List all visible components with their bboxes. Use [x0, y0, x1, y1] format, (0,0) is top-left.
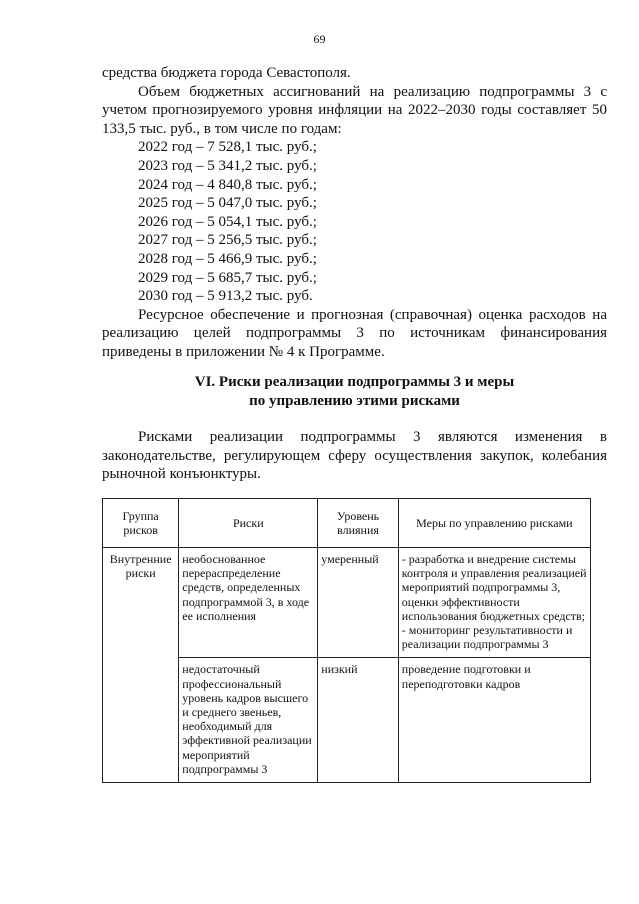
- section-title: [102, 373, 607, 411]
- measures-cell: проведение подготовки и переподготовки кадров: [398, 658, 590, 783]
- page-number: 69: [313, 32, 326, 46]
- section-title-line: VI. Риски реализации подпрограммы 3 и меры: [194, 374, 515, 390]
- intro-line: средства бюджета города Севастополя.: [102, 65, 351, 81]
- header-level: Уровень влияния: [318, 499, 399, 548]
- risk-group-cell: Внутренние риски: [103, 548, 179, 783]
- year-item: 2030 год – 5 913,2 тыс. руб.: [138, 288, 313, 305]
- year-allocation-list: [102, 138, 607, 305]
- table-header-row: [103, 499, 591, 548]
- budget-paragraph: Объем бюджетных ассигнований на реализацию подпрограммы 3 с учетом прогнозируемого уровня инфляции на 2022–2030 годы составляет 50 133,5 тыс. руб., в том числе по годам:: [102, 83, 607, 137]
- risk-cell: необоснованное перераспределение средств, определенных подпрограммой 3, в ходе ее исполнения: [179, 548, 318, 658]
- measures-cell: [398, 548, 590, 658]
- year-item: 2022 год – 7 528,1 тыс. руб.;: [138, 139, 317, 156]
- risk-table: [102, 498, 591, 783]
- table-row: [103, 548, 591, 658]
- measure-item: - разработка и внедрение системы контроля и управления реализацией мероприятий подпрограммы 3, оценки эффективности использования бюджетных средств;: [401, 552, 587, 623]
- budget-section: [102, 64, 607, 362]
- header-group: Группа рисков: [103, 499, 179, 548]
- level-cell: умеренный: [318, 548, 399, 658]
- measure-item: - мониторинг результативности и реализации подпрограммы 3: [401, 623, 573, 652]
- year-item: 2024 год – 4 840,8 тыс. руб.;: [138, 176, 317, 193]
- header-risks: Риски: [179, 499, 318, 548]
- level-cell: низкий: [318, 658, 399, 783]
- year-item: 2027 год – 5 256,5 тыс. руб.;: [138, 232, 317, 249]
- year-item: 2023 год – 5 341,2 тыс. руб.;: [138, 157, 317, 174]
- resource-paragraph: Ресурсное обеспечение и прогнозная (справочная) оценка расходов на реализацию целей подпрограммы 3 по источникам финансирования приведены в приложении № 4 к Программе.: [102, 306, 607, 360]
- year-item: 2028 год – 5 466,9 тыс. руб.;: [138, 250, 317, 267]
- section-title-line: по управлению этими рисками: [249, 393, 460, 409]
- risk-cell: недостаточный профессиональный уровень кадров высшего и среднего звеньев, необходимый для эффективной реализации мероприятий подпрограммы 3: [179, 658, 318, 783]
- risks-section: [102, 428, 607, 484]
- year-item: 2026 год – 5 054,1 тыс. руб.;: [138, 213, 317, 230]
- header-measures: Меры по управлению рисками: [398, 499, 590, 548]
- year-item: 2029 год – 5 685,7 тыс. руб.;: [138, 269, 317, 286]
- risks-paragraph: Рисками реализации подпрограммы 3 являются изменения в законодательстве, регулирующем сферу осуществления закупок, колебания рыночной конъюнктуры.: [102, 429, 607, 483]
- year-item: 2025 год – 5 047,0 тыс. руб.;: [138, 195, 317, 212]
